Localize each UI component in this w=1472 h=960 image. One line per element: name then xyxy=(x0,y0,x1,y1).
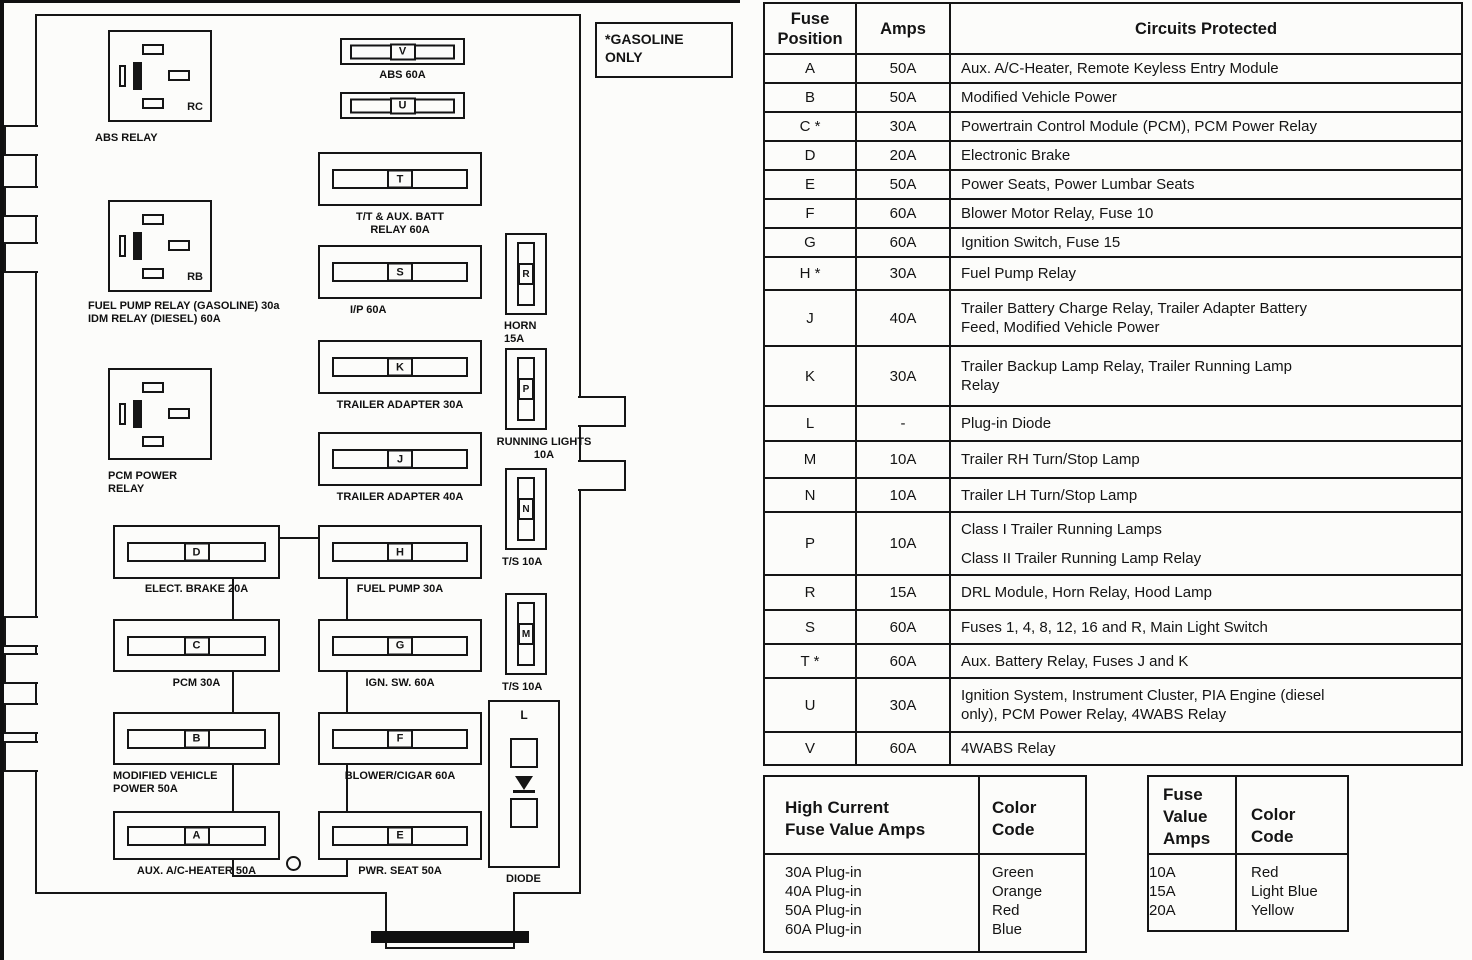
hc-colors xyxy=(979,854,1086,952)
fuse-amps: 60A xyxy=(856,610,950,644)
fuse-b-letter: B xyxy=(184,729,210,748)
relay-pin xyxy=(142,382,164,393)
fuse-row-h xyxy=(764,257,1462,290)
fuse-v xyxy=(340,38,465,65)
list-line: 10A xyxy=(1149,864,1176,881)
circuit-line: Trailer LH Turn/Stop Lamp xyxy=(961,486,1138,504)
circuit-line: Plug-in Diode xyxy=(961,415,1052,432)
relay-pcm-label-line1: PCM POWER xyxy=(108,470,178,482)
fuse-c-letter: C xyxy=(184,636,210,655)
relay-pin xyxy=(142,268,164,279)
fuse-table-header-row xyxy=(764,3,1462,54)
fuse-e xyxy=(318,811,482,860)
fuse-row-t xyxy=(764,644,1462,678)
relay-pin xyxy=(168,408,190,419)
fuse-r-label-line2: 15A xyxy=(504,333,525,345)
fuse-row-n xyxy=(764,478,1462,512)
relay-pin xyxy=(119,403,126,425)
circuit-line: Trailer Backup Lamp Relay, Trailer Running Lamp xyxy=(961,358,1292,375)
fuse-f xyxy=(318,712,482,765)
circuit-line: Fuel Pump Relay xyxy=(961,265,1077,282)
diode-plug-top xyxy=(510,738,538,768)
circuit-line: Ignition Switch, Fuse 15 xyxy=(961,234,1121,251)
fv-values xyxy=(1148,854,1236,931)
relay-pcm-power xyxy=(108,368,212,460)
list-line: 15A xyxy=(1149,883,1176,900)
fv-header-color-code xyxy=(1236,776,1348,854)
fv-header-line2: Value xyxy=(1163,807,1208,826)
list-line: Yellow xyxy=(1251,902,1294,919)
fuse-row-r xyxy=(764,575,1462,610)
fuse-position: A xyxy=(764,54,856,83)
fuse-row-m xyxy=(764,441,1462,478)
panel-left-tab xyxy=(4,653,38,684)
circuit-line: only), PCM Power Relay, 4WABS Relay xyxy=(961,706,1227,723)
list-line: 20A xyxy=(1149,902,1176,919)
fuse-a-label: AUX. A/C-HEATER 50A xyxy=(136,865,257,877)
fuse-position: V xyxy=(764,732,856,765)
fuse-row-e xyxy=(764,170,1462,199)
fuse-position: F xyxy=(764,199,856,228)
fuse-position: C * xyxy=(764,112,856,141)
fuse-position: K xyxy=(764,346,856,406)
fuse-circuits xyxy=(950,170,1462,199)
fuse-j-letter: J xyxy=(387,450,413,469)
fuse-t xyxy=(318,152,482,206)
panel-left-tab xyxy=(4,125,38,156)
fuse-position: M xyxy=(764,441,856,478)
relay-pin xyxy=(142,214,164,225)
diode-letter: L xyxy=(520,708,528,722)
circuit-line: Class II Trailer Running Lamp Relay xyxy=(961,549,1202,567)
fuse-circuits xyxy=(950,732,1462,765)
fuse-m xyxy=(505,593,547,675)
fuse-circuits xyxy=(950,112,1462,141)
fuse-position: U xyxy=(764,678,856,732)
fuse-k-letter: K xyxy=(387,358,413,377)
relay-pin xyxy=(168,70,190,81)
fuse-u-letter: U xyxy=(390,97,416,114)
circuit-line: DRL Module, Horn Relay, Hood Lamp xyxy=(961,584,1212,601)
fuse-amps: 10A xyxy=(856,441,950,478)
fuse-table xyxy=(763,2,1463,766)
fuse-row-d xyxy=(764,141,1462,170)
circuit-line: Fuses 1, 4, 8, 12, 16 and R, Main Light Switch xyxy=(961,618,1268,636)
header-fuse-position xyxy=(764,3,856,54)
panel-left-tab xyxy=(4,741,38,772)
fuse-a-letter: A xyxy=(184,826,210,845)
list-line: Orange xyxy=(992,883,1043,900)
hc-header-line2: Fuse Value Amps xyxy=(785,820,926,839)
list-line: Red xyxy=(992,902,1020,919)
fuse-row-k xyxy=(764,346,1462,406)
fuse-position: E xyxy=(764,170,856,199)
circuit-line: 4WABS Relay xyxy=(961,740,1056,757)
fuse-circuits xyxy=(950,406,1462,441)
hc-body-row xyxy=(764,854,1086,952)
fuse-k xyxy=(318,340,482,394)
fuse-s xyxy=(318,245,482,299)
fuse-amps: 60A xyxy=(856,732,950,765)
locator-circle xyxy=(286,856,301,871)
fuse-row-a xyxy=(764,54,1462,83)
hc-header-line1: High Current xyxy=(785,798,889,817)
circuit-line: Electronic Brake xyxy=(961,147,1071,164)
fuse-t-label xyxy=(318,211,482,237)
fuse-r xyxy=(505,233,547,315)
fuse-row-l xyxy=(764,406,1462,441)
fuse-row-c xyxy=(764,112,1462,141)
fuse-amps: - xyxy=(856,406,950,441)
fuse-f-label: BLOWER/CIGAR 60A xyxy=(344,770,456,782)
fuse-position: T * xyxy=(764,644,856,678)
circuit-line: Powertrain Control Module (PCM), PCM Power Relay xyxy=(961,118,1317,135)
list-line: Green xyxy=(992,864,1034,881)
relay-abs-label: ABS RELAY xyxy=(95,132,158,144)
fuse-d-label: ELECT. BRAKE 20A xyxy=(144,583,249,595)
fuse-row-v xyxy=(764,732,1462,765)
relay-pcm-power-label xyxy=(108,470,177,496)
circuit-line: Class I Trailer Running Lamps xyxy=(961,520,1162,538)
fuse-j xyxy=(318,432,482,486)
relay-fuel-pump xyxy=(108,200,212,292)
fuse-position: S xyxy=(764,610,856,644)
fuse-u xyxy=(340,92,465,119)
fv-body-row xyxy=(1148,854,1348,931)
diode-symbol-icon xyxy=(515,776,533,790)
fuse-amps: 60A xyxy=(856,228,950,257)
fuse-row-p xyxy=(764,512,1462,575)
fuse-amps: 60A xyxy=(856,644,950,678)
fuse-m-letter: M xyxy=(518,623,534,645)
fuse-row-f xyxy=(764,199,1462,228)
fuse-amps: 10A xyxy=(856,478,950,512)
fuse-row-s xyxy=(764,610,1462,644)
hc-color-header-line2: Code xyxy=(992,820,1035,839)
fuse-p-label-line1: RUNNING LIGHTS xyxy=(496,436,592,448)
fuse-circuits xyxy=(950,54,1462,83)
relay-abs-code: RC xyxy=(187,101,203,113)
fuse-position: B xyxy=(764,83,856,112)
fuse-circuits xyxy=(950,199,1462,228)
fuse-row-u xyxy=(764,678,1462,732)
relay-pin xyxy=(119,65,126,87)
scan-edge-top xyxy=(0,0,740,3)
fuse-b-label-line1: MODIFIED VEHICLE xyxy=(113,770,218,782)
relay-fuel-pump-label xyxy=(88,300,280,326)
fuse-value-color-table xyxy=(1147,775,1349,932)
circuit-line: Ignition System, Instrument Cluster, PIA Engine (diesel xyxy=(961,687,1325,704)
fuse-position: D xyxy=(764,141,856,170)
relay-pin xyxy=(142,436,164,447)
fuse-g-letter: G xyxy=(387,636,413,655)
circuit-line: Trailer RH Turn/Stop Lamp xyxy=(961,451,1140,468)
circuit-line: Power Seats, Power Lumbar Seats xyxy=(961,176,1195,193)
fuse-circuits xyxy=(950,575,1462,610)
relay-pin xyxy=(142,98,164,109)
fuse-position: R xyxy=(764,575,856,610)
fuse-r-label-line1: HORN xyxy=(504,320,537,332)
fuse-e-letter: E xyxy=(387,826,413,845)
fuse-v-letter: V xyxy=(390,43,416,60)
fuse-circuits xyxy=(950,610,1462,644)
list-line: 60A Plug-in xyxy=(785,921,862,938)
hc-values xyxy=(764,854,979,952)
fuse-circuits xyxy=(950,512,1462,575)
hc-color-header-line1: Color xyxy=(992,798,1037,817)
header-fuse-position-line2: Position xyxy=(777,29,843,48)
fuse-e-label: PWR. SEAT 50A xyxy=(358,865,442,877)
fuse-h-label: FUEL PUMP 30A xyxy=(356,583,444,595)
fuse-p-label xyxy=(488,436,600,462)
fuse-c xyxy=(113,619,280,672)
relay-pin xyxy=(142,44,164,55)
fuse-circuits xyxy=(950,678,1462,732)
relay-fuel-pump-code: RB xyxy=(187,271,203,283)
fuse-row-b xyxy=(764,83,1462,112)
relay-abs xyxy=(108,30,212,122)
fuse-n xyxy=(505,468,547,550)
fuse-amps: 30A xyxy=(856,257,950,290)
relay-pin xyxy=(133,400,142,428)
hc-header-color-code xyxy=(979,776,1086,854)
fuse-d xyxy=(113,525,280,579)
fuse-amps: 30A xyxy=(856,346,950,406)
fuse-c-label: PCM 30A xyxy=(172,677,221,689)
fv-header-line3: Amps xyxy=(1163,829,1211,848)
fuse-amps: 15A xyxy=(856,575,950,610)
gasoline-note-line2: ONLY xyxy=(605,49,643,65)
circuit-line: Modified Vehicle Power xyxy=(961,89,1117,106)
list-line: Red xyxy=(1251,864,1279,881)
hc-header-row xyxy=(764,776,1086,854)
fuse-g xyxy=(318,619,482,672)
fuse-circuits xyxy=(950,228,1462,257)
fuse-h xyxy=(318,525,482,579)
fv-header-line1: Fuse xyxy=(1163,785,1203,804)
relay-pcm-label-line2: RELAY xyxy=(108,483,145,495)
fuse-b-label-line2: POWER 50A xyxy=(113,783,178,795)
fuse-p-letter: P xyxy=(518,378,534,400)
panel-left-tab xyxy=(4,186,38,217)
fuse-position: H * xyxy=(764,257,856,290)
diode-plug-bottom xyxy=(510,798,538,828)
gasoline-note-line1: *GASOLINE xyxy=(605,31,684,47)
fuse-position: J xyxy=(764,290,856,346)
relay-fuel-pump-label-line1: FUEL PUMP RELAY (GASOLINE) 30a xyxy=(88,300,280,312)
header-fuse-position-line1: Fuse xyxy=(790,9,830,28)
fv-header-row xyxy=(1148,776,1348,854)
fuse-amps: 10A xyxy=(856,512,950,575)
list-line: 50A Plug-in xyxy=(785,902,862,919)
panel-right-tab xyxy=(578,396,626,427)
fuse-p-label-line2: 10A xyxy=(533,449,555,461)
fuse-r-letter: R xyxy=(518,263,534,285)
panel-right-tab xyxy=(578,460,626,491)
fuse-amps: 60A xyxy=(856,199,950,228)
fuse-position: N xyxy=(764,478,856,512)
circuit-line: Aux. Battery Relay, Fuses J and K xyxy=(961,652,1189,670)
fuse-amps: 50A xyxy=(856,83,950,112)
fuse-amps: 30A xyxy=(856,112,950,141)
fuse-v-label: ABS 60A xyxy=(379,69,426,81)
diode-module xyxy=(488,700,560,868)
fuse-n-label: T/S 10A xyxy=(502,556,543,568)
fuse-circuits xyxy=(950,346,1462,406)
fuse-amps: 30A xyxy=(856,678,950,732)
circuit-line: Feed, Modified Vehicle Power xyxy=(961,319,1160,336)
fuse-circuits xyxy=(950,141,1462,170)
fuse-circuits xyxy=(950,644,1462,678)
fuse-t-letter: T xyxy=(387,170,413,189)
fuse-r-label xyxy=(504,320,536,346)
relay-pin xyxy=(133,62,142,90)
header-circuits-protected: Circuits Protected xyxy=(950,3,1462,54)
circuit-line: Trailer Battery Charge Relay, Trailer Adapter Battery xyxy=(961,300,1307,317)
fuse-t-label-line1: T/T & AUX. BATT xyxy=(356,211,444,223)
fuse-f-letter: F xyxy=(387,729,413,748)
circuit-line: Aux. A/C-Heater, Remote Keyless Entry Module xyxy=(961,60,1279,77)
fuse-m-label: T/S 10A xyxy=(502,681,543,693)
list-line: 40A Plug-in xyxy=(785,883,862,900)
panel-left-tab xyxy=(4,616,38,647)
fuse-row-g xyxy=(764,228,1462,257)
relay-pin xyxy=(168,240,190,251)
relay-pin xyxy=(133,232,142,260)
list-line: Blue xyxy=(992,921,1023,938)
fuse-circuits xyxy=(950,257,1462,290)
fuse-row-j xyxy=(764,290,1462,346)
high-current-color-table xyxy=(763,775,1087,953)
fuse-circuits xyxy=(950,83,1462,112)
fuse-table-body xyxy=(764,54,1462,765)
header-amps: Amps xyxy=(856,3,950,54)
fuse-p xyxy=(505,348,547,430)
fuse-amps: 40A xyxy=(856,290,950,346)
fuse-amps: 50A xyxy=(856,170,950,199)
fuse-t-label-line2: RELAY 60A xyxy=(370,224,430,236)
fuse-s-label: I/P 60A xyxy=(350,304,387,316)
diode-label: DIODE xyxy=(506,873,541,885)
fuse-n-letter: N xyxy=(518,498,534,520)
list-line: Light Blue xyxy=(1251,883,1318,900)
circuit-line: Blower Motor Relay, Fuse 10 xyxy=(961,205,1154,222)
fuse-h-letter: H xyxy=(387,543,413,562)
diode-symbol-bar xyxy=(513,790,535,793)
relay-fuel-pump-label-line2: IDM RELAY (DIESEL) 60A xyxy=(88,313,221,325)
fv-colors xyxy=(1236,854,1348,931)
panel-left-tab xyxy=(4,703,38,734)
hc-header-fuse-value xyxy=(764,776,979,854)
panel-bottom-bar xyxy=(371,931,529,943)
fuse-amps: 20A xyxy=(856,141,950,170)
fuse-a xyxy=(113,811,280,860)
fuse-g-label: IGN. SW. 60A xyxy=(365,677,435,689)
panel-left-tab xyxy=(4,242,38,273)
fuse-k-label: TRAILER ADAPTER 30A xyxy=(336,399,464,411)
fuse-b xyxy=(113,712,280,765)
fuse-circuits xyxy=(950,290,1462,346)
list-line: 30A Plug-in xyxy=(785,864,862,881)
fuse-s-letter: S xyxy=(387,263,413,282)
fv-header-fuse-value xyxy=(1148,776,1236,854)
fv-color-header-line2: Code xyxy=(1251,827,1294,846)
gasoline-only-note xyxy=(595,22,733,78)
fuse-circuits xyxy=(950,441,1462,478)
fuse-position: G xyxy=(764,228,856,257)
fuse-j-label: TRAILER ADAPTER 40A xyxy=(336,491,464,503)
relay-pin xyxy=(119,235,126,257)
fv-color-header-line1: Color xyxy=(1251,805,1296,824)
fuse-d-letter: D xyxy=(184,543,210,562)
fuse-amps: 50A xyxy=(856,54,950,83)
fuse-b-label xyxy=(113,770,218,796)
fuse-position: L xyxy=(764,406,856,441)
circuit-line: Relay xyxy=(961,377,1000,394)
fuse-circuits xyxy=(950,478,1462,512)
fuse-position: P xyxy=(764,512,856,575)
